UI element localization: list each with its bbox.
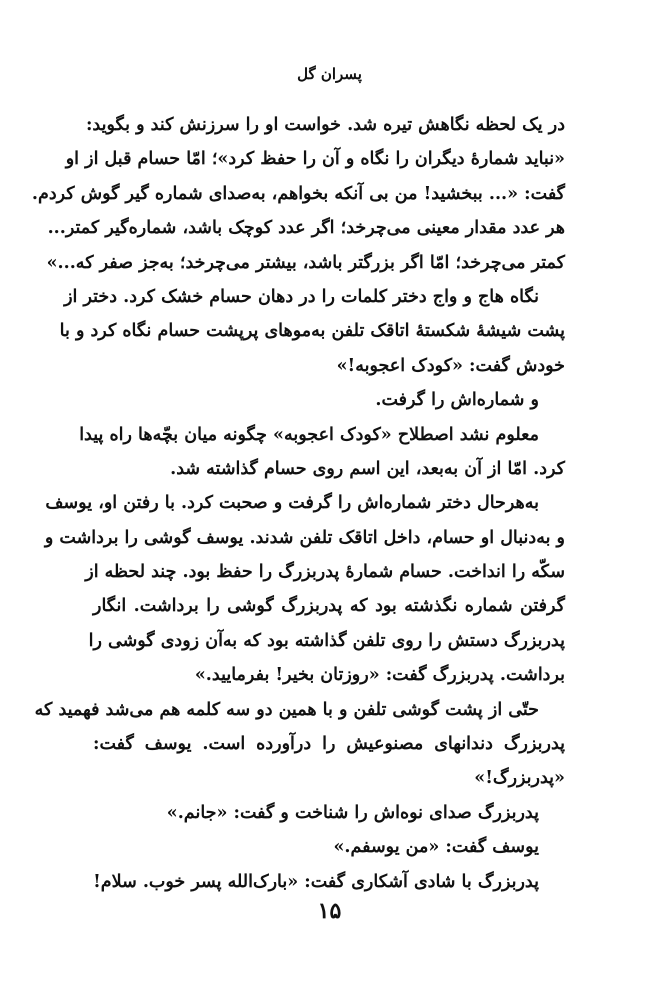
text-line: در یک لحظه نگاهش تیره شد. خواست او را سرزنش کند و بگوید: bbox=[85, 115, 565, 135]
text-line: سکّه را انداخت. حسام شمارهٔ پدربزرگ را حفظ بود. چند لحظه از bbox=[85, 562, 565, 583]
text-line: نگاه هاج و واج دختر کلمات را در دهان حسام خشک کرد. دختر از bbox=[64, 286, 539, 307]
text-line: کرد. امّا از آن به‌بعد، این اسم روی حسام گذاشته شد. bbox=[170, 458, 565, 479]
text-line: گفت: «... ببخشید! من بی آنکه بخواهم، به‌صدای شماره گیر گوش کردم. bbox=[31, 183, 565, 204]
text-line: به‌هرحال دختر شماره‌اش را گرفت و صحبت کرد. با رفتن او، یوسف bbox=[45, 493, 539, 514]
text-line: هر عدد مقدار معینی می‌چرخد؛ اگر عدد کوچک باشد، شماره‌گیر کمتر... bbox=[47, 218, 565, 239]
text-line: پدربزرگ دندانهای مصنوعیش را درآورده است. یوسف گفت: bbox=[93, 734, 565, 755]
text-line: یوسف گفت: «من یوسفم.» bbox=[333, 837, 539, 858]
text-line: و به‌دنبال او حسام، داخل اتاقک تلفن شدند. یوسف گوشی را برداشت و bbox=[44, 527, 565, 548]
text-line: و شماره‌اش را گرفت. bbox=[375, 390, 539, 411]
text-line: کمتر می‌چرخد؛ امّا اگر بزرگتر باشد، بیشتر می‌چرخد؛ به‌جز صفر که...» bbox=[46, 252, 565, 273]
text-line: «نباید شمارهٔ دیگران را نگاه و آن را حفظ کرد»؛ امّا حسام قبل از او bbox=[65, 149, 565, 170]
running-head: پسران گل bbox=[297, 65, 362, 83]
text-line: برداشت. پدربزرگ گفت: «روزتان بخیر! بفرمایید.» bbox=[194, 665, 565, 686]
body-text bbox=[31, 108, 565, 899]
text-line: خودش گفت: «کودک اعجوبه!» bbox=[336, 355, 565, 376]
text-line: پدربزرگ صدای نوه‌اش را شناخت و گفت: «جانم.» bbox=[166, 802, 539, 823]
text-line: «پدربزرگ!» bbox=[474, 768, 565, 789]
text-line: گرفتن شماره نگذشته بود که پدربزرگ گوشی را برداشت. انگار bbox=[93, 596, 565, 617]
text-line: حتّی از پشت گوشی تلفن و با همین دو سه کلمه هم می‌شد فهمید که bbox=[34, 699, 539, 720]
text-line: پدربزرگ دستش را روی تلفن گذاشته بود که به‌آن زودی گوشی را bbox=[88, 630, 565, 651]
page-number: ۱۵ bbox=[317, 898, 342, 924]
text-line: پشت شیشهٔ شکستهٔ اتاقک تلفن به‌موهای پرپشت حسام نگاه کرد و با bbox=[59, 321, 565, 342]
text-line: معلوم نشد اصطلاح «کودک اعجوبه» چگونه میان بچّه‌ها راه پیدا bbox=[79, 424, 539, 445]
text-line: پدربزرگ با شادی آشکاری گفت: «بارک‌الله پسر خوب. سلام! bbox=[93, 871, 539, 892]
